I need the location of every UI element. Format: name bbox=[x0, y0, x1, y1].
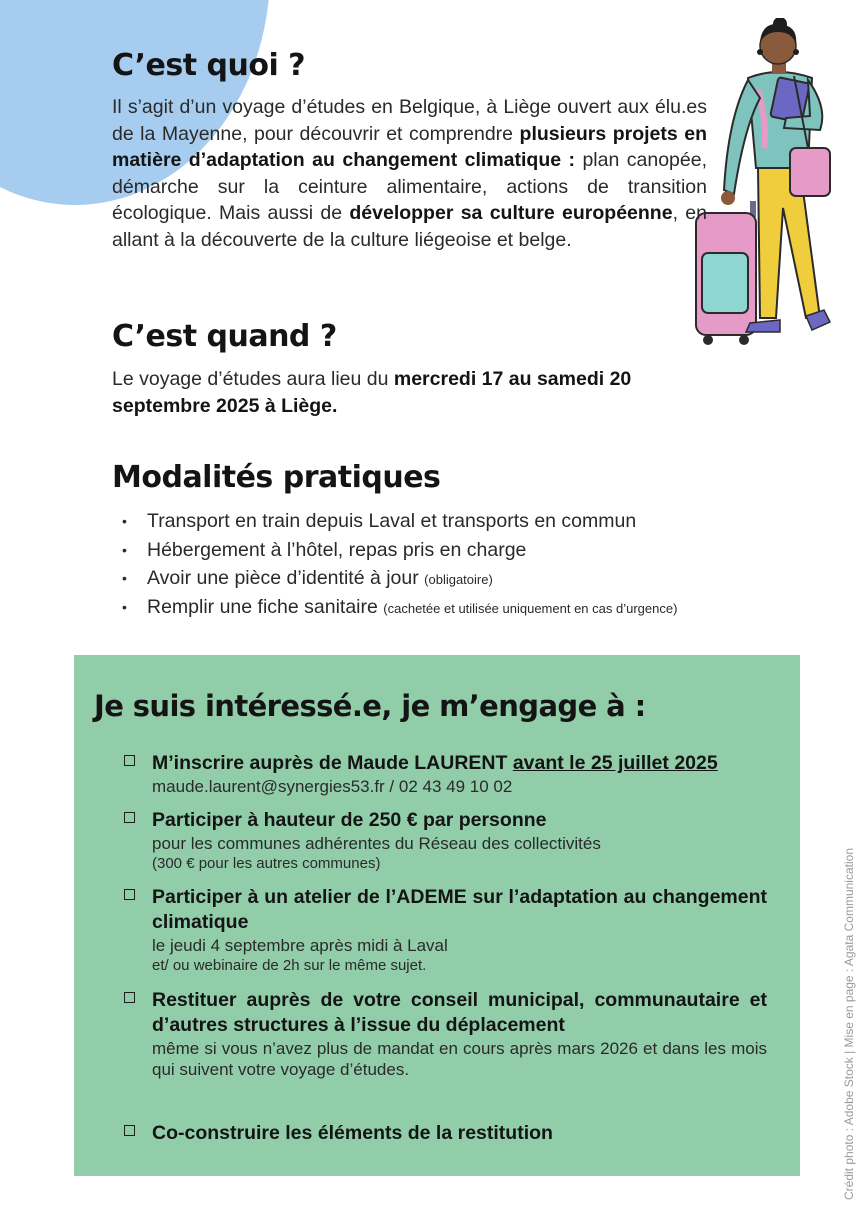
item-heading: Participer à un atelier de l’ADEME sur l’adaptation au changement climatique bbox=[152, 886, 767, 933]
practical-list bbox=[120, 508, 677, 622]
section-title-what: C’est quoi ? bbox=[112, 48, 306, 83]
engagement-item bbox=[124, 885, 767, 976]
list-item bbox=[120, 565, 677, 594]
checkbox-icon[interactable] bbox=[124, 1125, 135, 1136]
item-detail: (300 € pour les autres communes) bbox=[152, 855, 381, 872]
bold-text: mercredi 17 au samedi 20 septembre 2025 à Liège. bbox=[112, 368, 632, 417]
section-title-practical: Modalités pratiques bbox=[112, 460, 441, 495]
engagement-item bbox=[124, 1121, 767, 1146]
item-detail: et/ ou webinaire de 2h sur le même sujet. bbox=[152, 957, 427, 974]
engagement-item bbox=[124, 751, 767, 797]
engagement-title: Je suis intéressé.e, je m’engage à : bbox=[94, 689, 646, 723]
engagement-item bbox=[124, 808, 767, 874]
bullet-note: (obligatoire) bbox=[424, 572, 493, 587]
item-heading bbox=[152, 751, 767, 776]
traveler-illustration bbox=[688, 18, 838, 348]
engagement-item bbox=[124, 988, 767, 1080]
item-heading: Participer à hauteur de 250 € par personne bbox=[152, 809, 547, 831]
checkbox-icon[interactable] bbox=[124, 889, 135, 900]
item-detail: même si vous n’avez plus de mandat en cours après mars 2026 et dans les mois qui suivent votre voyage d’études. bbox=[152, 1039, 767, 1079]
list-item bbox=[120, 508, 677, 537]
bullet-icon: • bbox=[122, 513, 127, 529]
list-item bbox=[120, 594, 677, 623]
bullet-icon: • bbox=[122, 570, 127, 586]
item-detail: pour les communes adhérentes du Réseau des collectivités bbox=[152, 834, 601, 853]
section-title-when: C’est quand ? bbox=[112, 319, 337, 354]
checkbox-icon[interactable] bbox=[124, 992, 135, 1003]
bold-text: plusieurs projets en matière d’adaptation au changement climatique : bbox=[112, 122, 707, 171]
text: M’inscrire auprès de Maude LAURENT bbox=[152, 752, 513, 774]
checkbox-icon[interactable] bbox=[124, 755, 135, 766]
checkbox-icon[interactable] bbox=[124, 812, 135, 823]
text: , en allant à la découverte de la culture liégeoise et belge. bbox=[112, 202, 707, 251]
item-heading: Co-construire les éléments de la restitution bbox=[152, 1122, 553, 1144]
item-detail: le jeudi 4 septembre après midi à Laval bbox=[152, 936, 448, 955]
text: Le voyage d’études aura lieu du bbox=[112, 368, 394, 390]
what-paragraph bbox=[112, 94, 707, 253]
bullet-note: (cachetée et utilisée uniquement en cas d’urgence) bbox=[383, 600, 678, 616]
bullet-text: Hébergement à l’hôtel, repas pris en charge bbox=[147, 538, 527, 561]
bullet-icon: • bbox=[122, 541, 127, 558]
photo-credit: Crédit photo : Adobe Stock | Mise en page : Agata Communication bbox=[842, 848, 856, 1200]
list-item bbox=[120, 537, 677, 566]
when-paragraph bbox=[112, 366, 712, 419]
text: plan canopée, démarche sur la ceinture alimentaire, actions de transition écologique. Mais aussi de bbox=[112, 149, 707, 224]
bold-text: développer sa culture européenne bbox=[349, 202, 673, 224]
bullet-text: Remplir une fiche sanitaire bbox=[147, 595, 384, 618]
engagement-panel bbox=[74, 655, 800, 1176]
bullet-icon: • bbox=[122, 598, 127, 615]
text: Il s’agit d’un voyage d’études en Belgique, à Liège ouvert aux élu.es de la Mayenne, pour découvrir et comprendre bbox=[112, 96, 707, 145]
bullet-text: Avoir une pièce d’identité à jour bbox=[147, 567, 425, 589]
deadline-text: avant le 25 juillet 2025 bbox=[512, 752, 718, 774]
bullet-text: Transport en train depuis Laval et transports en commun bbox=[147, 510, 637, 532]
contact-text: maude.laurent@synergies53.fr / 02 43 49 10 02 bbox=[152, 777, 513, 796]
item-heading: Restituer auprès de votre conseil municipal, communautaire et d’autres structures à l’issue du déplacement bbox=[152, 989, 767, 1036]
